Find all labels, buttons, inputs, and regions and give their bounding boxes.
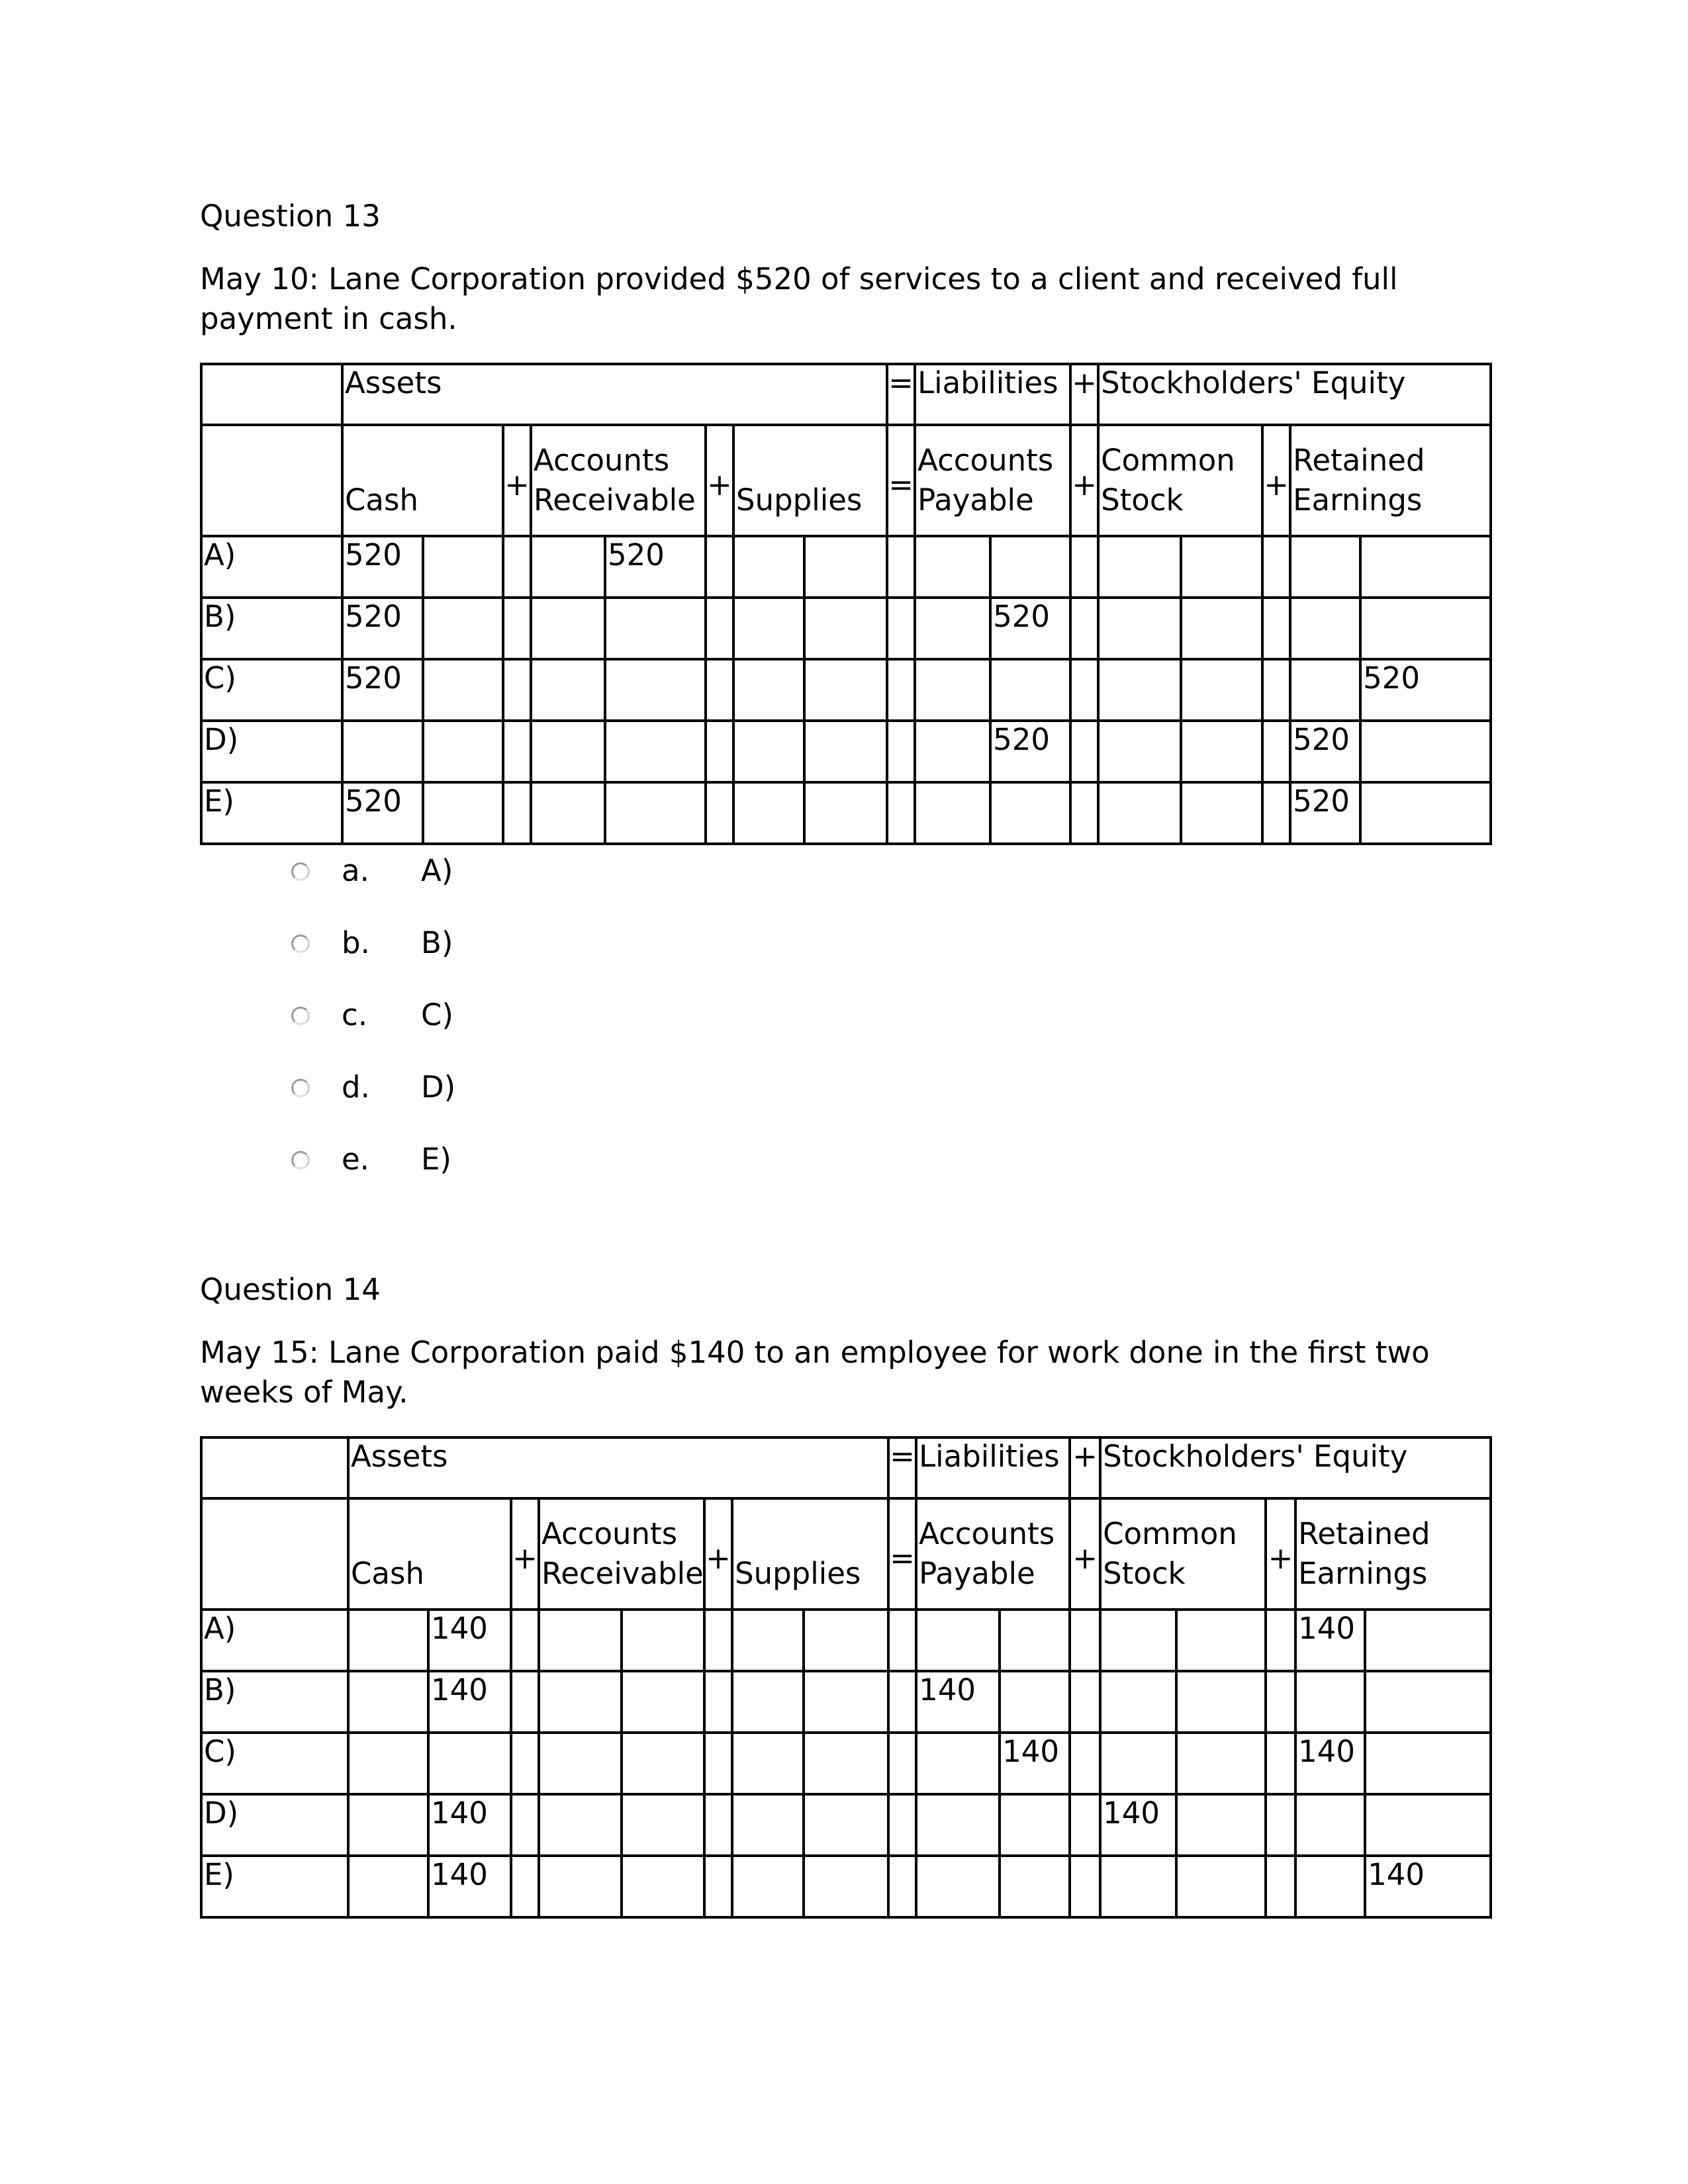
radio-button-icon[interactable]: [291, 1079, 310, 1097]
radio-button-icon[interactable]: [291, 1151, 310, 1169]
table-row: [201, 1610, 1491, 1671]
accounts-payable-cell: [1000, 1610, 1070, 1671]
option-letter: e.: [342, 1142, 369, 1177]
radio-button-icon[interactable]: [291, 862, 310, 881]
accounts-payable-cell: [990, 782, 1070, 844]
accounts-receivable-cell: [622, 1671, 704, 1733]
operator-cell: [887, 782, 915, 844]
operator-cell: [706, 598, 733, 659]
accounts-payable-cell: [990, 659, 1070, 721]
retained-earnings-cell: 520: [1290, 782, 1360, 844]
option-text: B): [421, 925, 453, 960]
plus-sign: +: [503, 425, 531, 536]
accounts-receivable-cell: 520: [605, 536, 706, 598]
retained-earnings-cell: 140: [1365, 1856, 1491, 1917]
retained-earnings-cell: 520: [1290, 721, 1360, 782]
stockholders-equity-header: Stockholders' Equity: [1100, 1437, 1491, 1498]
retained-earnings-cell: [1290, 536, 1360, 598]
row-label: E): [201, 782, 342, 844]
supplies-cell: [732, 1671, 804, 1733]
assets-header: Assets: [342, 364, 887, 425]
accounts-payable-header: Accounts Payable: [915, 425, 1070, 536]
operator-cell: [1070, 721, 1098, 782]
operator-cell: [1070, 1794, 1100, 1856]
operator-cell: [704, 1856, 732, 1917]
common-stock-cell: [1181, 721, 1262, 782]
operator-cell: [888, 1856, 916, 1917]
common-stock-header: Common Stock: [1100, 1498, 1266, 1610]
retained-earnings-header: Retained Earnings: [1290, 425, 1491, 536]
common-stock-cell: [1100, 1610, 1176, 1671]
question-13-equation-table: [200, 363, 1492, 845]
supplies-cell: [733, 659, 804, 721]
cash-cell: [423, 782, 503, 844]
plus-sign: +: [1070, 1437, 1100, 1498]
question-14-prompt: May 15: Lane Corporation paid $140 to an employee for work done in the first two weeks of May.: [200, 1335, 1430, 1410]
retained-earnings-cell: 520: [1360, 659, 1491, 721]
cash-header: Cash: [348, 1498, 511, 1610]
cash-cell: [423, 659, 503, 721]
accounts-payable-cell: [1000, 1671, 1070, 1733]
supplies-header: Supplies: [733, 425, 887, 536]
operator-cell: [887, 659, 915, 721]
operator-cell: [1070, 1610, 1100, 1671]
option-letter: b.: [342, 925, 370, 960]
operator-cell: [1070, 1856, 1100, 1917]
accounts-payable-cell: [915, 598, 990, 659]
option-text: E): [421, 1142, 451, 1177]
operator-cell: [1262, 598, 1290, 659]
retained-earnings-cell: [1295, 1856, 1365, 1917]
accounts-receivable-cell: [539, 1671, 622, 1733]
accounts-payable-cell: [916, 1856, 1000, 1917]
accounts-payable-cell: 520: [990, 598, 1070, 659]
operator-cell: [704, 1671, 732, 1733]
retained-earnings-cell: [1365, 1671, 1491, 1733]
retained-earnings-cell: [1365, 1794, 1491, 1856]
supplies-cell: [804, 782, 887, 844]
accounts-receivable-cell: [622, 1794, 704, 1856]
retained-earnings-cell: [1360, 782, 1491, 844]
supplies-cell: [733, 782, 804, 844]
accounts-receivable-cell: [539, 1610, 622, 1671]
operator-cell: [887, 721, 915, 782]
question-14-title: Question 14: [200, 1272, 381, 1307]
plus-sign: +: [1266, 1498, 1295, 1610]
row-label: A): [201, 536, 342, 598]
plus-sign: +: [1262, 425, 1290, 536]
common-stock-cell: [1176, 1733, 1266, 1794]
operator-cell: [706, 659, 733, 721]
operator-cell: [1266, 1671, 1295, 1733]
accounts-payable-cell: 140: [916, 1671, 1000, 1733]
plus-sign: +: [1070, 1498, 1100, 1610]
common-stock-cell: [1100, 1671, 1176, 1733]
cash-cell: 140: [428, 1856, 511, 1917]
table-row: [201, 598, 1491, 659]
accounts-payable-cell: [915, 659, 990, 721]
accounts-payable-cell: [916, 1733, 1000, 1794]
table-row: [201, 536, 1491, 598]
operator-cell: [888, 1610, 916, 1671]
table-row: [201, 1733, 1491, 1794]
common-stock-cell: [1181, 659, 1262, 721]
cash-cell: [348, 1856, 428, 1917]
question-13-title: Question 13: [200, 199, 381, 234]
supplies-cell: [804, 1610, 888, 1671]
retained-earnings-cell: 140: [1295, 1733, 1365, 1794]
option-letter: d.: [342, 1069, 370, 1105]
retained-earnings-cell: [1290, 598, 1360, 659]
accounts-payable-cell: 140: [1000, 1733, 1070, 1794]
operator-cell: [503, 659, 531, 721]
supplies-cell: [733, 598, 804, 659]
operator-cell: [706, 782, 733, 844]
accounts-receivable-cell: [622, 1856, 704, 1917]
supplies-cell: [804, 1794, 888, 1856]
liabilities-header: Liabilities: [916, 1437, 1070, 1498]
table-row: [201, 659, 1491, 721]
common-stock-cell: [1181, 782, 1262, 844]
corner-cell: [201, 1498, 348, 1610]
accounts-payable-cell: [915, 536, 990, 598]
common-stock-cell: [1176, 1610, 1266, 1671]
cash-cell: [428, 1733, 511, 1794]
row-label: C): [201, 1733, 348, 1794]
row-label: B): [201, 598, 342, 659]
cash-cell: [348, 1794, 428, 1856]
accounts-receivable-cell: [605, 721, 706, 782]
equals-sign: =: [888, 1437, 916, 1498]
supplies-cell: [732, 1794, 804, 1856]
retained-earnings-cell: [1365, 1733, 1491, 1794]
option-letter: c.: [342, 997, 368, 1032]
common-stock-cell: [1176, 1794, 1266, 1856]
accounts-payable-cell: [916, 1610, 1000, 1671]
cash-cell: [348, 1671, 428, 1733]
accounts-receivable-cell: [531, 721, 605, 782]
cash-cell: [348, 1733, 428, 1794]
table-row: [201, 721, 1491, 782]
accounts-payable-header: Accounts Payable: [916, 1498, 1070, 1610]
common-stock-cell: [1098, 721, 1181, 782]
accounts-receivable-cell: [539, 1794, 622, 1856]
cash-cell: 520: [342, 598, 423, 659]
operator-cell: [1070, 659, 1098, 721]
cash-cell: [342, 721, 423, 782]
cash-cell: 140: [428, 1671, 511, 1733]
operator-cell: [706, 721, 733, 782]
accounts-payable-cell: 520: [990, 721, 1070, 782]
operator-cell: [888, 1794, 916, 1856]
table-row: [201, 782, 1491, 844]
stockholders-equity-header: Stockholders' Equity: [1098, 364, 1491, 425]
accounts-receivable-cell: [605, 659, 706, 721]
radio-button-icon[interactable]: [291, 934, 310, 953]
plus-sign: +: [704, 1498, 732, 1610]
common-stock-cell: [1098, 659, 1181, 721]
operator-cell: [503, 782, 531, 844]
operator-cell: [1070, 782, 1098, 844]
operator-cell: [1262, 721, 1290, 782]
cash-cell: [348, 1610, 428, 1671]
equals-sign: =: [887, 364, 915, 425]
cash-cell: 520: [342, 782, 423, 844]
operator-cell: [888, 1671, 916, 1733]
accounts-receivable-cell: [531, 598, 605, 659]
operator-cell: [511, 1733, 539, 1794]
supplies-cell: [804, 659, 887, 721]
row-label: D): [201, 1794, 348, 1856]
supplies-cell: [804, 536, 887, 598]
retained-earnings-cell: [1295, 1671, 1365, 1733]
retained-earnings-cell: [1360, 536, 1491, 598]
common-stock-cell: 140: [1100, 1794, 1176, 1856]
common-stock-cell: [1100, 1733, 1176, 1794]
cash-cell: [423, 536, 503, 598]
operator-cell: [1262, 782, 1290, 844]
accounts-receivable-cell: [539, 1733, 622, 1794]
option-letter: a.: [342, 853, 369, 888]
retained-earnings-cell: [1365, 1610, 1491, 1671]
operator-cell: [1266, 1610, 1295, 1671]
supplies-cell: [732, 1856, 804, 1917]
row-label: D): [201, 721, 342, 782]
option-text: A): [421, 853, 453, 888]
assets-header: Assets: [348, 1437, 888, 1498]
supplies-cell: [804, 1856, 888, 1917]
operator-cell: [511, 1671, 539, 1733]
supplies-cell: [732, 1733, 804, 1794]
common-stock-header: Common Stock: [1098, 425, 1262, 536]
question-13-prompt: May 10: Lane Corporation provided $520 of services to a client and received full payment in cash.: [200, 261, 1398, 336]
operator-cell: [706, 536, 733, 598]
operator-cell: [511, 1794, 539, 1856]
accounts-payable-cell: [1000, 1856, 1070, 1917]
operator-cell: [1262, 536, 1290, 598]
retained-earnings-cell: [1360, 598, 1491, 659]
common-stock-cell: [1181, 536, 1262, 598]
cash-cell: [423, 721, 503, 782]
row-label: A): [201, 1610, 348, 1671]
supplies-cell: [733, 721, 804, 782]
plus-sign: +: [511, 1498, 539, 1610]
question-14-equation-table: [200, 1436, 1492, 1919]
retained-earnings-cell: [1290, 659, 1360, 721]
common-stock-cell: [1176, 1856, 1266, 1917]
operator-cell: [1070, 1733, 1100, 1794]
accounts-receivable-cell: [622, 1733, 704, 1794]
supplies-cell: [732, 1610, 804, 1671]
plus-sign: +: [1070, 364, 1098, 425]
radio-button-icon[interactable]: [291, 1007, 310, 1025]
accounts-receivable-cell: [531, 782, 605, 844]
plus-sign: +: [706, 425, 733, 536]
operator-cell: [503, 598, 531, 659]
accounts-payable-cell: [990, 536, 1070, 598]
option-text: D): [421, 1069, 456, 1105]
operator-cell: [1070, 1671, 1100, 1733]
supplies-cell: [733, 536, 804, 598]
corner-cell: [201, 1437, 348, 1498]
supplies-cell: [804, 598, 887, 659]
corner-cell: [201, 364, 342, 425]
row-label: B): [201, 1671, 348, 1733]
supplies-header: Supplies: [732, 1498, 888, 1610]
accounts-receivable-header: Accounts Receivable: [531, 425, 706, 536]
option-text: C): [421, 997, 453, 1032]
operator-cell: [887, 536, 915, 598]
accounts-receivable-cell: [622, 1610, 704, 1671]
table-row: [201, 1671, 1491, 1733]
accounts-receivable-cell: [605, 782, 706, 844]
operator-cell: [704, 1794, 732, 1856]
operator-cell: [503, 721, 531, 782]
operator-cell: [1070, 598, 1098, 659]
accounts-payable-cell: [915, 782, 990, 844]
operator-cell: [888, 1733, 916, 1794]
accounts-receivable-header: Accounts Receivable: [539, 1498, 704, 1610]
plus-sign: +: [1070, 425, 1098, 536]
accounts-receivable-cell: [539, 1856, 622, 1917]
cash-cell: [423, 598, 503, 659]
operator-cell: [1070, 536, 1098, 598]
common-stock-cell: [1098, 782, 1181, 844]
supplies-cell: [804, 1671, 888, 1733]
accounts-receivable-cell: [605, 598, 706, 659]
retained-earnings-cell: [1360, 721, 1491, 782]
retained-earnings-header: Retained Earnings: [1295, 1498, 1491, 1610]
common-stock-cell: [1176, 1671, 1266, 1733]
operator-cell: [1262, 659, 1290, 721]
cash-cell: 140: [428, 1794, 511, 1856]
cash-cell: 520: [342, 659, 423, 721]
row-label: C): [201, 659, 342, 721]
retained-earnings-cell: 140: [1295, 1610, 1365, 1671]
accounts-payable-cell: [1000, 1794, 1070, 1856]
accounts-payable-cell: [916, 1794, 1000, 1856]
operator-cell: [511, 1856, 539, 1917]
table-row: [201, 1856, 1491, 1917]
cash-header: Cash: [342, 425, 503, 536]
operator-cell: [1266, 1794, 1295, 1856]
operator-cell: [704, 1733, 732, 1794]
accounts-payable-cell: [915, 721, 990, 782]
operator-cell: [704, 1610, 732, 1671]
corner-cell: [201, 425, 342, 536]
table-row: [201, 1794, 1491, 1856]
common-stock-cell: [1098, 598, 1181, 659]
accounts-receivable-cell: [531, 536, 605, 598]
operator-cell: [503, 536, 531, 598]
operator-cell: [1266, 1856, 1295, 1917]
operator-cell: [1266, 1733, 1295, 1794]
equals-sign: =: [887, 425, 915, 536]
common-stock-cell: [1100, 1856, 1176, 1917]
supplies-cell: [804, 1733, 888, 1794]
row-label: E): [201, 1856, 348, 1917]
liabilities-header: Liabilities: [915, 364, 1070, 425]
accounts-receivable-cell: [531, 659, 605, 721]
operator-cell: [511, 1610, 539, 1671]
retained-earnings-cell: [1295, 1794, 1365, 1856]
cash-cell: 140: [428, 1610, 511, 1671]
equals-sign: =: [888, 1498, 916, 1610]
operator-cell: [887, 598, 915, 659]
supplies-cell: [804, 721, 887, 782]
common-stock-cell: [1098, 536, 1181, 598]
cash-cell: 520: [342, 536, 423, 598]
common-stock-cell: [1181, 598, 1262, 659]
